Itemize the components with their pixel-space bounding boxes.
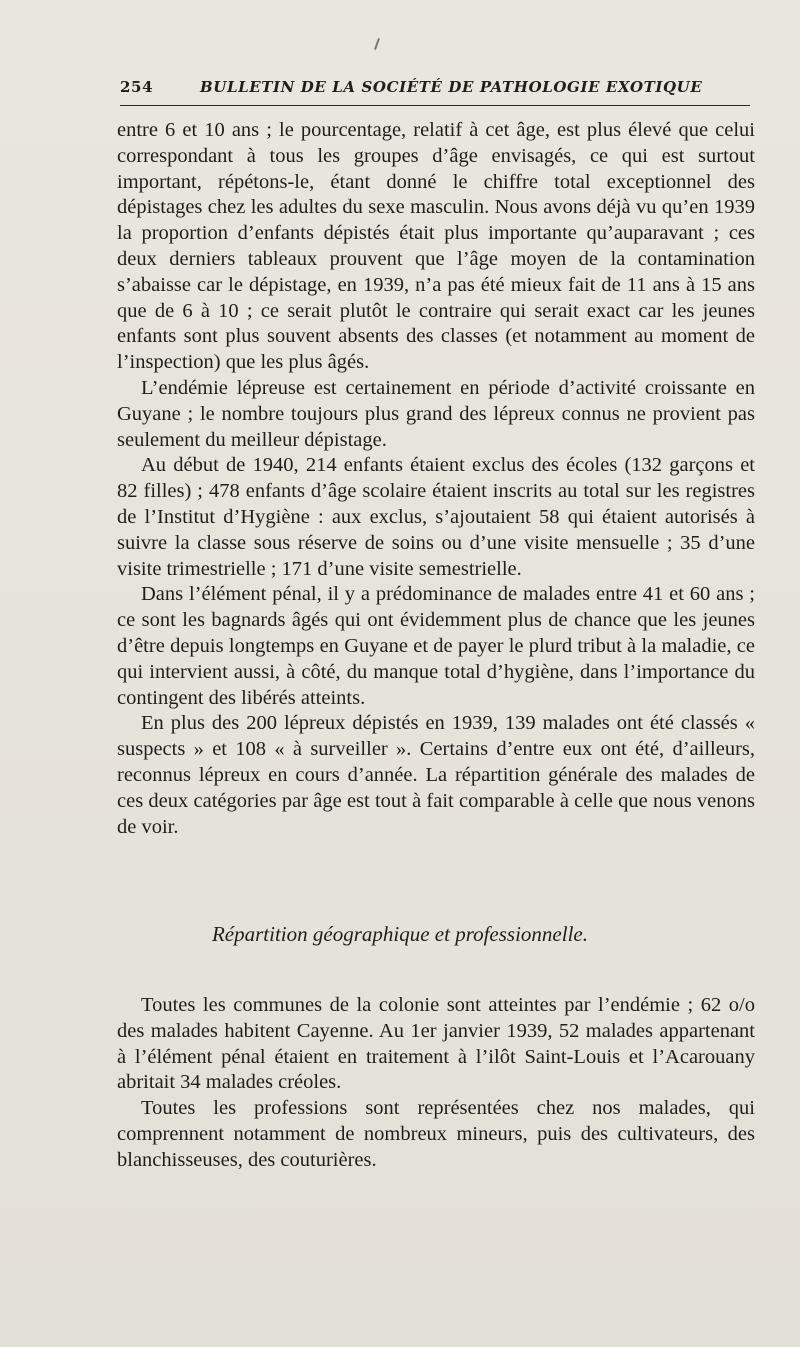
body-text-top <box>117 118 755 840</box>
paragraph: L’endémie lépreuse est certainement en période d’activité croissante en Guyane ; le nombre toujours plus grand des lépreux connus ne provient pas seulement du meilleur dépistage. <box>117 376 755 451</box>
header-rule <box>120 105 750 106</box>
page-number: 254 <box>120 78 154 96</box>
section-title: Répartition géographique et professionnelle. <box>211 922 588 946</box>
page-header <box>120 78 750 102</box>
paragraph: entre 6 et 10 ans ; le pourcentage, relatif à cet âge, est plus élevé que celui correspondant à tous les groupes d’âge envisagés, ce qui est surtout important, répétons-le, étant donné le chiffre total exceptionnel des dépistages chez les adultes du sexe masculin. Nous avons déjà vu qu’en 1939 la proportion d’enfants dépistés était plus importante qu’auparavant ; ces deux derniers tableaux prouvent que l’âge moyen de la contamination s’abaisse car le dépistage, en 1939, n’a pas été mieux fait de 11 ans à 15 ans que de 6 à 10 ; ce serait plutôt le contraire qui serait exact car les jeunes enfants sont plus souvent absents des classes (et notamment au moment de l’inspection) que les plus âgés. <box>117 119 755 374</box>
body-text-bottom <box>117 993 755 1174</box>
paragraph: Au début de 1940, 214 enfants étaient exclus des écoles (132 garçons et 82 filles) ; 478 enfants d’âge scolaire étaient inscrits au total sur les registres de l’Institut d’Hygiène : aux exclus, s’ajoutaient 58 qui étaient autorisés à suivre la classe sous réserve de soins ou d’une visite mensuelle ; 35 d’une visite trimestrielle ; 171 d’une visite semestrielle. <box>117 454 755 580</box>
stray-mark <box>374 38 380 50</box>
running-title: BULLETIN DE LA SOCIÉTÉ DE PATHOLOGIE EXOTIQUE <box>200 78 703 96</box>
paragraph: Toutes les communes de la colonie sont atteintes par l’endémie ; 62 o/o des malades habitent Cayenne. Au 1er janvier 1939, 52 malades appartenant à l’élément pénal étaient en traitement à l’ilôt Saint-Louis et l’Acarouany abritait 34 malades créoles. <box>117 994 755 1094</box>
paragraph: Dans l’élément pénal, il y a prédominance de malades entre 41 et 60 ans ; ce sont les bagnards âgés qui ont évidemment plus de chance que les jeunes d’être depuis longtemps en Guyane et de payer le plurd tribut à la maladie, ce qui intervient aussi, à côté, du manque total d’hygiène, dans l’importance du contingent des libérés atteints. <box>117 583 755 709</box>
paragraph: En plus des 200 lépreux dépistés en 1939, 139 malades ont été classés « suspects » et 108 « à surveiller ». Certains d’entre eux ont été, d’ailleurs, reconnus lépreux en cours d’année. La répartition générale des malades de ces deux catégories par âge est tout à fait comparable à celle que nous venons de voir. <box>117 712 755 838</box>
paragraph: Toutes les professions sont représentées chez nos malades, qui comprennent notamment de nombreux mineurs, puis des cultivateurs, des blanchisseuses, des couturières. <box>117 1097 755 1171</box>
